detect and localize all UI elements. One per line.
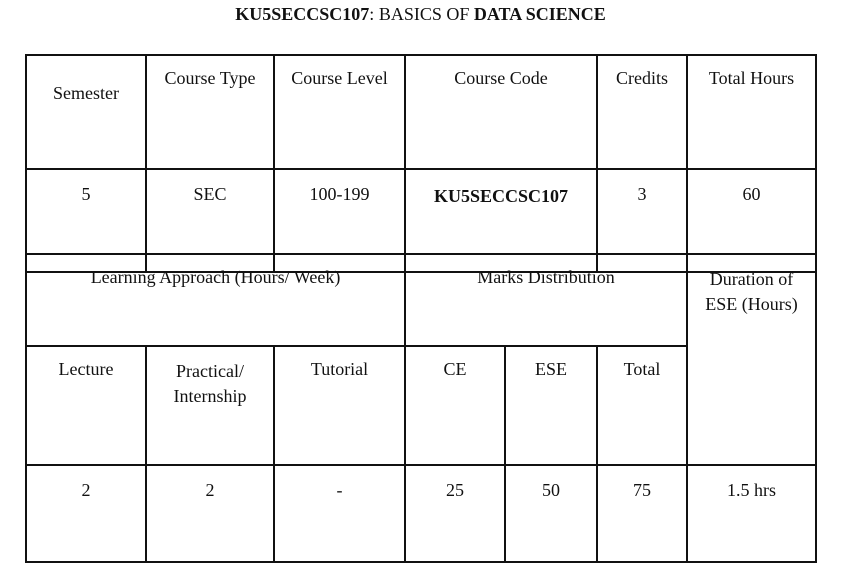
header-total-hours: Total Hours	[687, 55, 816, 169]
duration-line-1: Duration of	[709, 269, 794, 289]
value-ese: 50	[505, 465, 597, 562]
title-text-part2: DATA SCIENCE	[473, 4, 606, 24]
header-practical-internship	[146, 346, 274, 465]
hours-marks-value-row	[26, 465, 816, 562]
header-total: Total	[597, 346, 687, 465]
value-course-level: 100-199	[274, 169, 405, 272]
course-info-header-row	[26, 55, 816, 169]
header-course-level: Course Level	[274, 55, 405, 169]
value-credits: 3	[597, 169, 687, 272]
course-info-table	[25, 54, 817, 273]
title-course-code: KU5SECCSC107	[235, 4, 370, 24]
value-semester: 5	[26, 169, 146, 272]
value-tutorial: -	[274, 465, 405, 562]
title-separator: :	[369, 4, 375, 24]
header-course-type: Course Type	[146, 55, 274, 169]
duration-ese-header	[687, 254, 816, 465]
value-ce: 25	[405, 465, 505, 562]
value-course-code: KU5SECCSC107	[405, 169, 597, 272]
page-title	[0, 3, 841, 25]
header-tutorial: Tutorial	[274, 346, 405, 465]
value-course-type: SEC	[146, 169, 274, 272]
hours-marks-table	[25, 253, 817, 563]
value-duration: 1.5 hrs	[687, 465, 816, 562]
practical-line-2: Internship	[173, 386, 247, 406]
header-course-code: Course Code	[405, 55, 597, 169]
header-ce: CE	[405, 346, 505, 465]
value-practical: 2	[146, 465, 274, 562]
learning-approach-header: Learning Approach (Hours/ Week)	[26, 254, 405, 346]
header-lecture: Lecture	[26, 346, 146, 465]
duration-line-2: ESE (Hours)	[705, 294, 798, 314]
header-credits: Credits	[597, 55, 687, 169]
value-total-hours: 60	[687, 169, 816, 272]
title-text-part1: BASICS OF	[374, 4, 474, 24]
group-header-row	[26, 254, 816, 346]
header-semester: Semester	[26, 55, 146, 169]
marks-distribution-header: Marks Distribution	[405, 254, 687, 346]
header-ese: ESE	[505, 346, 597, 465]
value-total: 75	[597, 465, 687, 562]
practical-line-1: Practical/	[176, 361, 244, 381]
value-lecture: 2	[26, 465, 146, 562]
